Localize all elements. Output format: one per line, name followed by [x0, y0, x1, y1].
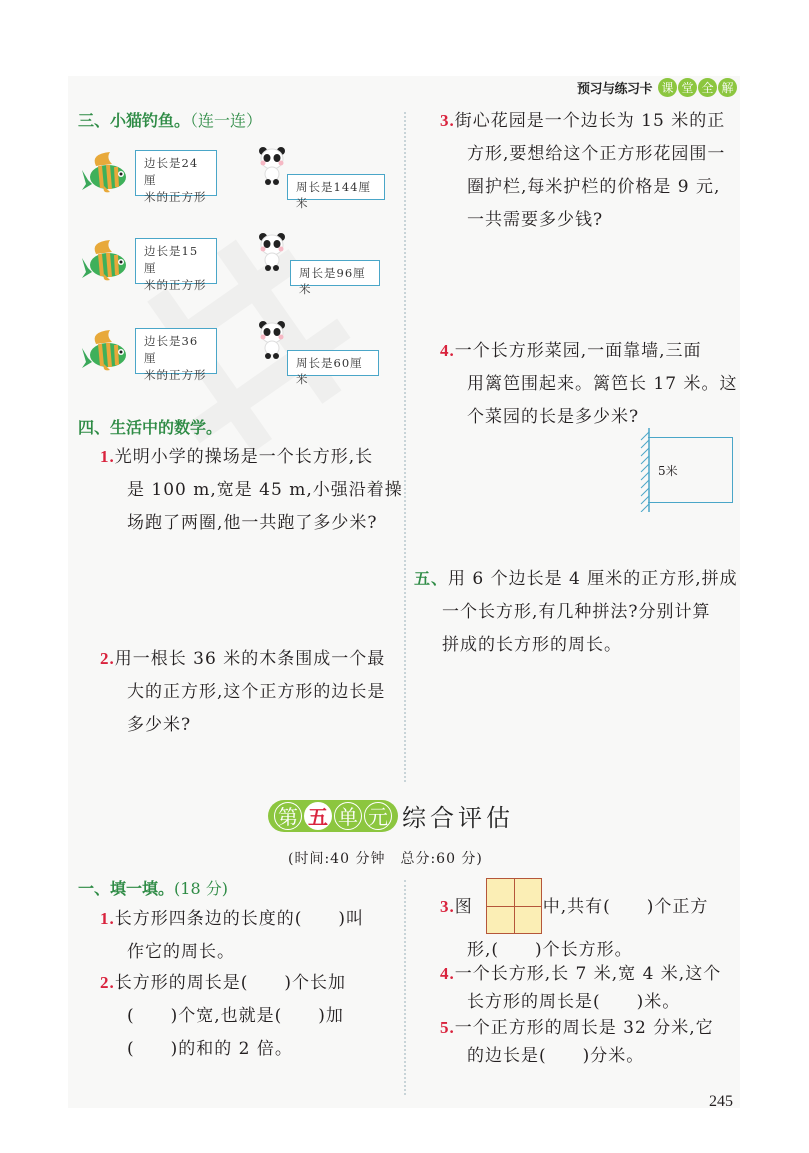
question-line[interactable]: ( )个宽,也就是( )加	[127, 1006, 344, 1026]
card-line: 米的正方形	[144, 278, 207, 292]
question-line[interactable]: 的边长是( )分米。	[467, 1046, 645, 1066]
fill-question-3	[440, 890, 740, 924]
question-line[interactable]: 长方形的周长是( )米。	[467, 992, 681, 1012]
section-title-text: 三、小猫钓鱼。	[78, 111, 191, 130]
fill-question-1	[100, 902, 405, 969]
page-number: 245	[709, 1093, 733, 1110]
question-line: 一个长方形菜园,一面靠墙,三面	[454, 341, 702, 361]
fish-icon	[80, 238, 132, 282]
garden-width-label: 5米	[658, 464, 678, 478]
section-subtitle: （连一连）	[190, 111, 263, 130]
fill-question-4	[440, 960, 740, 1016]
question-line: 一个长方形,有几种拼法?分别计算	[442, 602, 711, 622]
section-title-text: 一、填一填。	[78, 879, 175, 898]
series-label: 预习与练习卡	[576, 82, 652, 97]
question-line: 街心花园是一个边长为 15 米的正	[454, 111, 726, 131]
question-number: 4.	[440, 341, 455, 360]
unit-pill	[268, 800, 398, 832]
fill-question-5	[440, 1014, 740, 1070]
card-line: 边长是36厘	[144, 334, 199, 365]
brand-char: 解	[718, 78, 737, 97]
panda-icon	[258, 232, 286, 272]
fish-card[interactable]	[135, 328, 217, 382]
question-line: 大的正方形,这个正方形的边长是	[127, 682, 386, 702]
question-line: 用 6 个边长是 4 厘米的正方形,拼成	[448, 569, 738, 589]
exam-meta: (时间:40 分钟 总分:60 分)	[288, 851, 483, 867]
brand-char: 全	[698, 78, 717, 97]
question-line: 一个正方形的周长是 32 分米,它	[454, 1018, 714, 1038]
question-4-4	[440, 334, 740, 434]
section-score: (18 分)	[174, 879, 228, 898]
pill-char-number: 五	[304, 802, 332, 830]
question-line: 一个长方形,长 7 米,宽 4 米,这个	[454, 964, 722, 984]
question-line: 用篱笆围起来。篱笆长 17 米。这	[467, 374, 738, 394]
question-line: 多少米?	[127, 715, 192, 735]
question-text[interactable]: 中,共有( )个正方	[542, 897, 709, 917]
unit-banner	[268, 798, 514, 833]
question-number: 1.	[100, 909, 115, 928]
unit-title: 综合评估	[402, 804, 514, 832]
question-4-3	[440, 104, 740, 237]
question-number: 3.	[440, 111, 455, 130]
question-line: 用一根长 36 米的木条围成一个最	[114, 649, 386, 669]
question-line[interactable]: 长方形的周长是( )个长加	[114, 973, 347, 993]
question-line[interactable]: ( )的和的 2 倍。	[127, 1039, 293, 1059]
question-line[interactable]: 形,( )个长方形。	[467, 940, 633, 960]
question-number: 3.	[440, 897, 455, 916]
question-number: 5.	[440, 1018, 455, 1037]
pill-char: 第	[274, 802, 302, 830]
question-line: 光明小学的操场是一个长方形,长	[114, 447, 374, 467]
question-line: 个菜园的长是多少米?	[467, 407, 640, 427]
panda-card[interactable]: 周长是60厘米	[287, 350, 379, 376]
fill-section-title	[78, 876, 228, 899]
card-line: 边长是24厘	[144, 156, 199, 187]
pill-char: 单	[334, 802, 362, 830]
question-text: 图	[454, 897, 473, 917]
question-line: 作它的周长。	[127, 942, 235, 962]
panda-card[interactable]: 周长是96厘米	[290, 260, 380, 286]
question-4-1	[100, 440, 405, 540]
section-5-question	[414, 562, 744, 662]
question-line: 一共需要多少钱?	[467, 210, 604, 230]
fill-question-2	[100, 966, 405, 1066]
question-line: 圈护栏,每米护栏的价格是 9 元,	[467, 177, 721, 197]
card-line: 边长是15厘	[144, 244, 199, 275]
brand-char: 堂	[678, 78, 697, 97]
brand-char: 课	[658, 78, 677, 97]
question-number: 2.	[100, 649, 115, 668]
section-3-title	[78, 108, 262, 131]
card-line: 米的正方形	[144, 190, 207, 204]
question-line: 方形,要想给这个正方形花园围一	[467, 144, 726, 164]
section-5-number: 五、	[414, 569, 449, 588]
question-line: 是 100 m,宽是 45 m,小强沿着操	[127, 480, 403, 500]
fish-card[interactable]	[135, 150, 217, 204]
panda-icon	[258, 320, 286, 360]
square-grid-figure	[486, 878, 542, 934]
question-line: 场跑了两圈,他一共跑了多少米?	[127, 513, 378, 533]
card-line: 米的正方形	[144, 368, 207, 382]
panda-card[interactable]: 周长是144厘米	[287, 174, 385, 200]
question-4-2	[100, 642, 405, 742]
fish-card[interactable]	[135, 238, 217, 292]
panda-icon	[258, 146, 286, 186]
section-4-title: 四、生活中的数学。	[78, 418, 223, 437]
brand-logo	[658, 78, 737, 97]
fish-icon	[80, 328, 132, 372]
question-number: 1.	[100, 447, 115, 466]
pill-char: 元	[364, 802, 392, 830]
fish-icon	[80, 150, 132, 194]
question-number: 2.	[100, 973, 115, 992]
question-line[interactable]: 长方形四条边的长度的( )叫	[114, 909, 365, 929]
question-line: 拼成的长方形的周长。	[442, 635, 622, 655]
question-number: 4.	[440, 964, 455, 983]
page-header	[577, 78, 737, 97]
